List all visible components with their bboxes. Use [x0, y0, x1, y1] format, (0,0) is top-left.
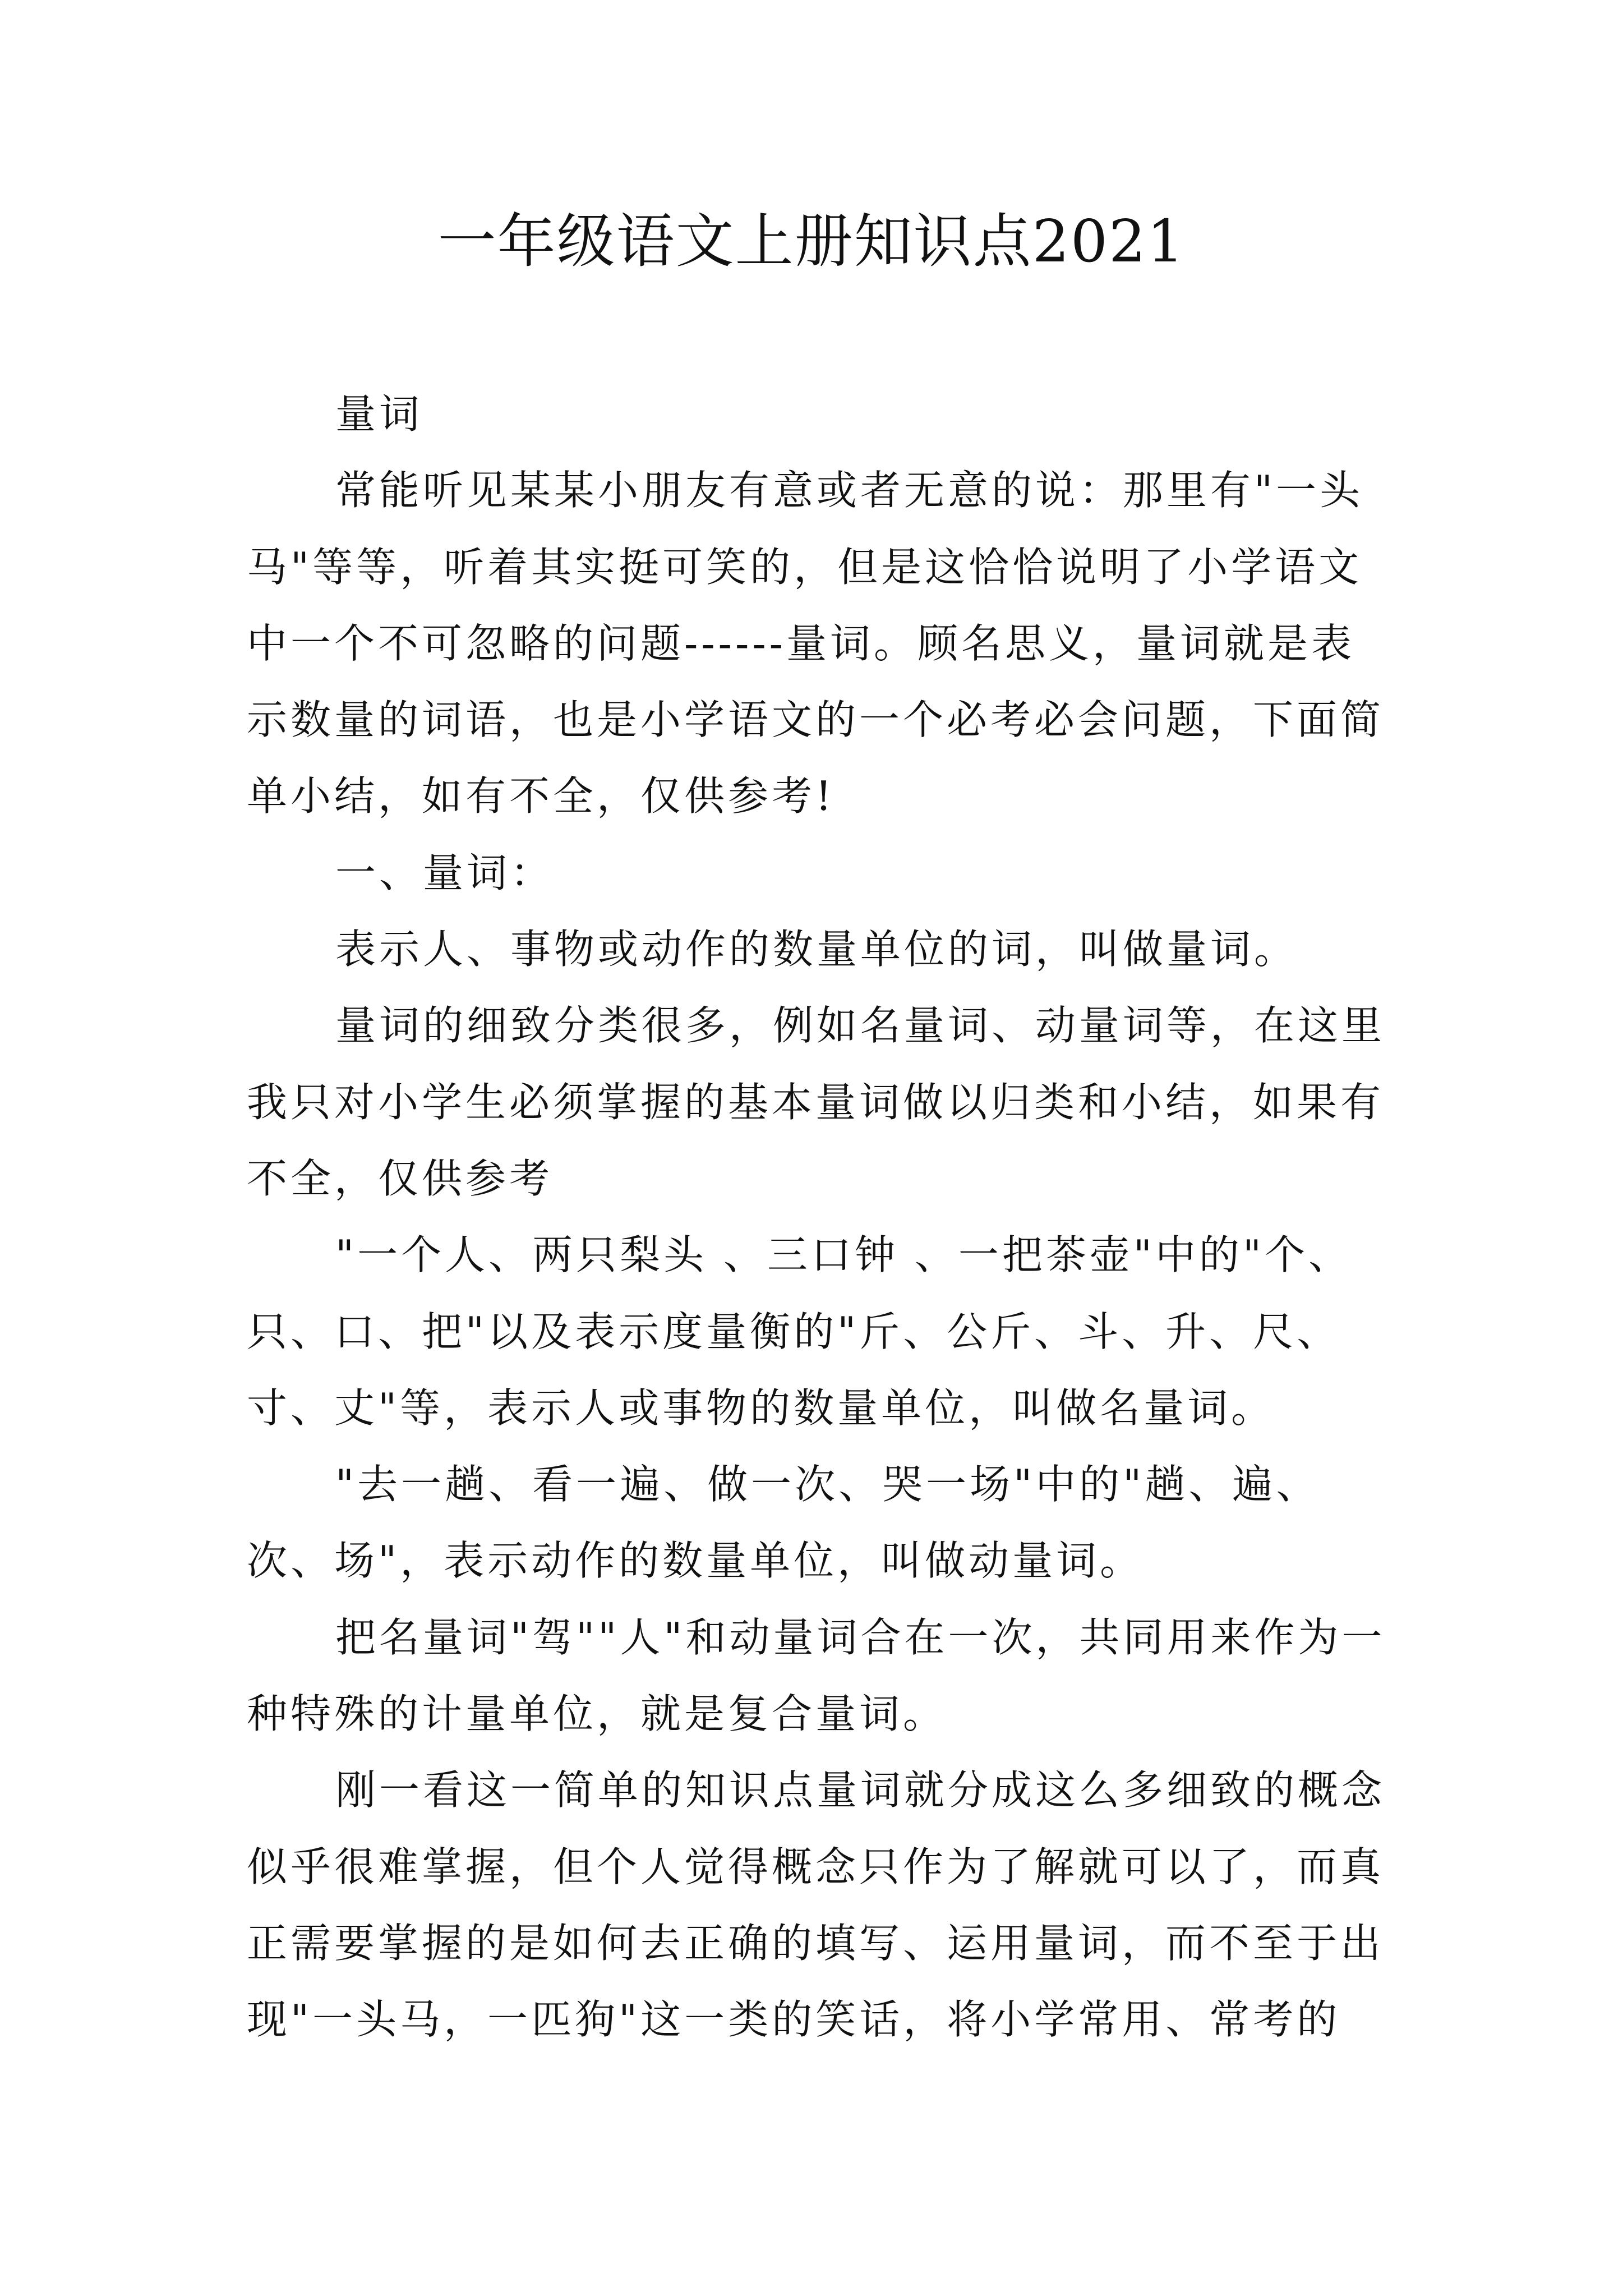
paragraph-section-heading: 一、量词： — [335, 849, 555, 896]
paragraph-classification: 量词的细致分类很多，例如名量词、动量词等，在这里我只对小学生必须掌握的基本量词做以归类和小结，如果有不全，仅供参考 — [247, 1002, 1386, 1202]
paragraph-heading-measure-words: 量词 — [335, 390, 423, 438]
document-body — [247, 376, 1396, 2058]
paragraph-introduction: 常能听见某某小朋友有意或者无意的说：那里有"一头马"等等，听着其实挺可笑的，但是这恰恰说明了小学语文中一个不可忽略的问题------量词。顾名思义，量词就是表示数量的词语，也是小学语文的一个必考必会问题，下面简单小结，如有不全，仅供参考! — [247, 467, 1385, 820]
paragraph-compound-classifiers: 把名量词"驾""人"和动量词合在一次，共同用来作为一种特殊的计量单位，就是复合量词。 — [247, 1613, 1386, 1738]
paragraph-usage-advice: 刚一看这一简单的知识点量词就分成这么多细致的概念似乎很难掌握，但个人觉得概念只作为了解就可以了，而真正需要掌握的是如何去正确的填写、运用量词，而不至于出现"一头马，一匹狗"这一类的笑话，将小学常用、常考的 — [247, 1766, 1386, 2044]
document-title: 一年级语文上册知识点2021 — [437, 207, 1186, 275]
paragraph-verb-classifiers: "去一趟、看一遍、做一次、哭一场"中的"趟、遍、次、场"，表示动作的数量单位，叫做动量词。 — [247, 1461, 1320, 1585]
paragraph-noun-classifiers: "一个人、两只梨头 、三口钟 、一把茶壶"中的"个、只、口、把"以及表示度量衡的"斤、公斤、斗、升、尺、寸、丈"等，表示人或事物的数量单位，叫做名量词。 — [247, 1231, 1353, 1432]
paragraph-definition: 表示人、事物或动作的数量单位的词，叫做量词。 — [335, 926, 1298, 973]
